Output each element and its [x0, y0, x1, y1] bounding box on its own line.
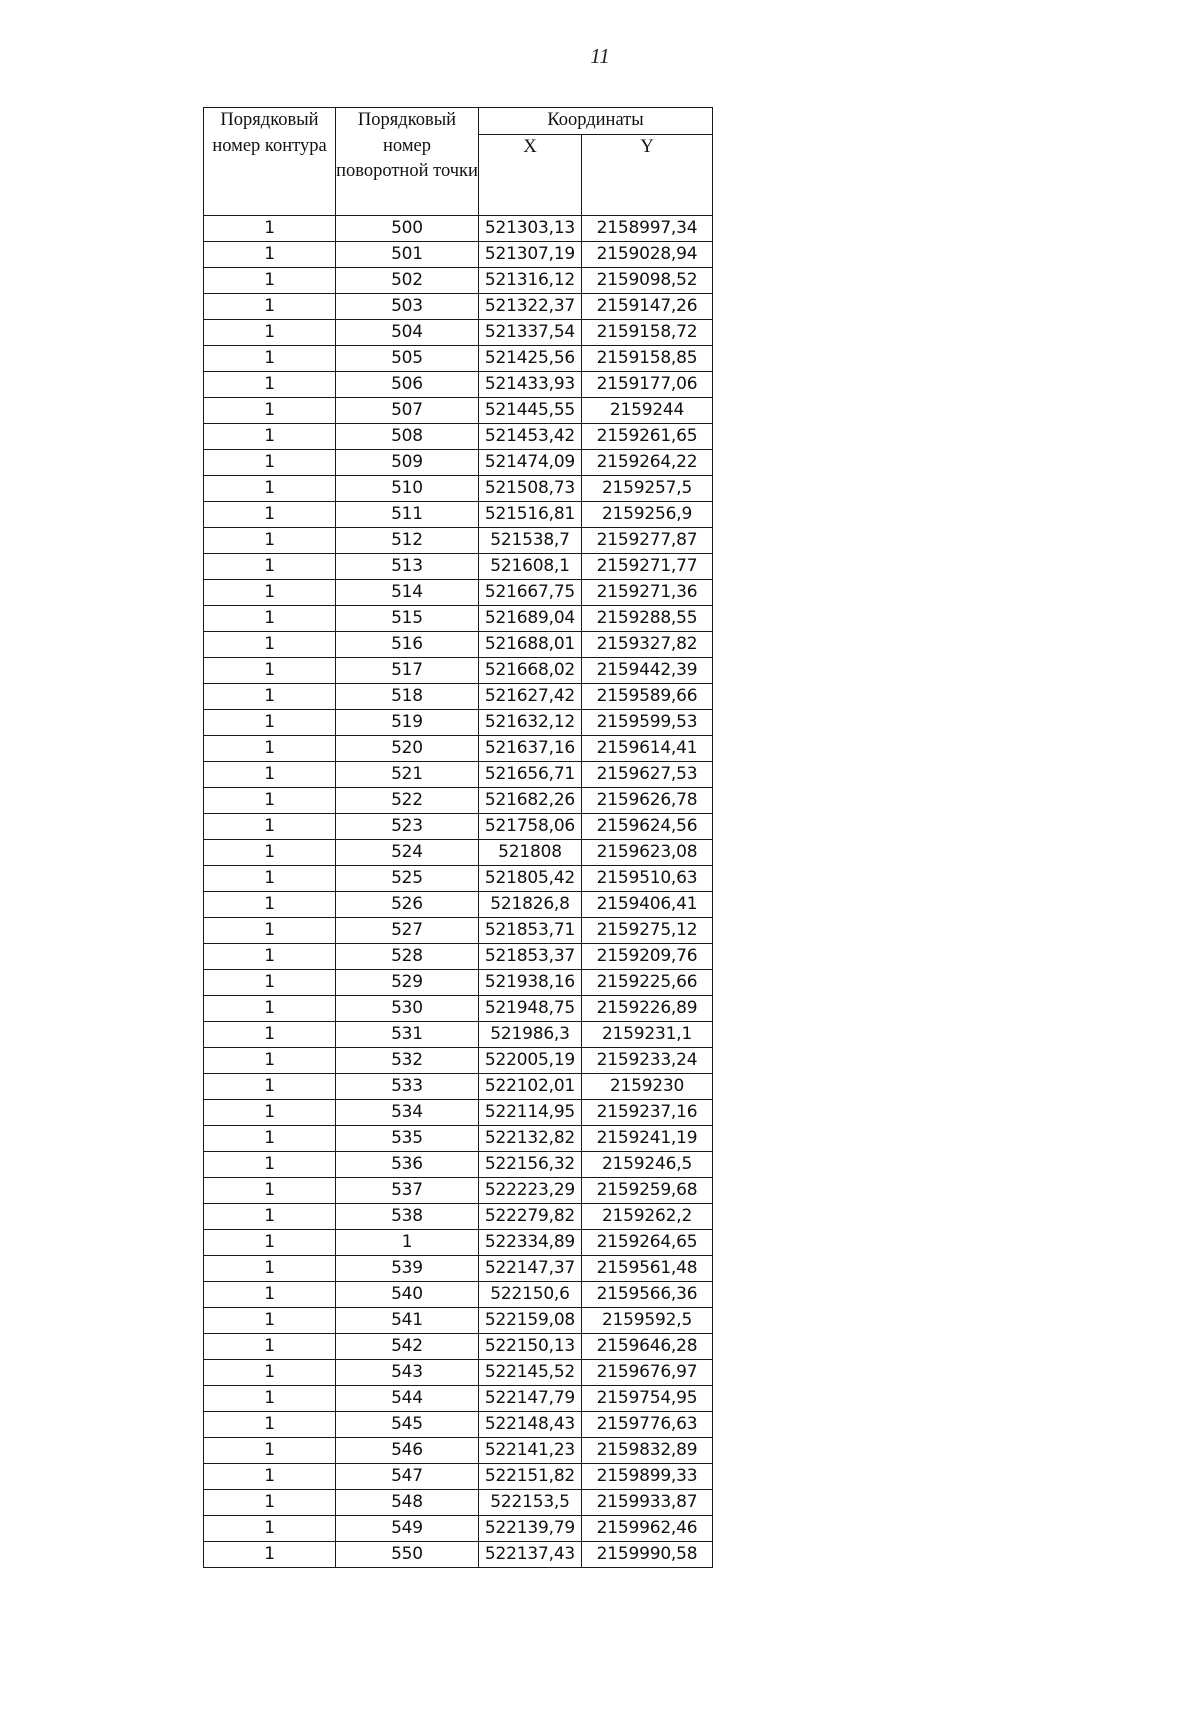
cell-point-number: 512	[336, 527, 479, 553]
cell-y: 2159832,89	[582, 1437, 713, 1463]
cell-contour-number: 1	[204, 865, 336, 891]
cell-point-number: 505	[336, 345, 479, 371]
table-row	[204, 1151, 713, 1177]
table-row	[204, 319, 713, 345]
cell-x: 521805,42	[479, 865, 582, 891]
cell-y: 2159230	[582, 1073, 713, 1099]
cell-contour-number: 1	[204, 1125, 336, 1151]
cell-y: 2159561,48	[582, 1255, 713, 1281]
cell-y: 2158997,34	[582, 215, 713, 241]
cell-contour-number: 1	[204, 397, 336, 423]
cell-x: 522005,19	[479, 1047, 582, 1073]
cell-point-number: 514	[336, 579, 479, 605]
cell-point-number: 517	[336, 657, 479, 683]
cell-x: 522137,43	[479, 1541, 582, 1567]
cell-x: 521853,37	[479, 943, 582, 969]
header-point-number: Порядковый номер поворотной точки	[336, 108, 479, 216]
cell-contour-number: 1	[204, 1021, 336, 1047]
table-row	[204, 709, 713, 735]
cell-x: 522145,52	[479, 1359, 582, 1385]
cell-point-number: 534	[336, 1099, 479, 1125]
header-x: X	[479, 134, 582, 215]
cell-x: 522148,43	[479, 1411, 582, 1437]
cell-x: 522151,82	[479, 1463, 582, 1489]
table-row	[204, 553, 713, 579]
cell-contour-number: 1	[204, 371, 336, 397]
cell-y: 2159646,28	[582, 1333, 713, 1359]
cell-contour-number: 1	[204, 423, 336, 449]
table-row	[204, 475, 713, 501]
table-row	[204, 345, 713, 371]
header-coordinates: Координаты	[479, 108, 713, 135]
cell-contour-number: 1	[204, 1359, 336, 1385]
cell-x: 522147,37	[479, 1255, 582, 1281]
cell-point-number: 518	[336, 683, 479, 709]
cell-contour-number: 1	[204, 1151, 336, 1177]
table-row	[204, 683, 713, 709]
cell-y: 2159237,16	[582, 1099, 713, 1125]
cell-x: 521758,06	[479, 813, 582, 839]
cell-point-number: 531	[336, 1021, 479, 1047]
cell-x: 521322,37	[479, 293, 582, 319]
cell-x: 521688,01	[479, 631, 582, 657]
cell-contour-number: 1	[204, 787, 336, 813]
cell-x: 521667,75	[479, 579, 582, 605]
cell-point-number: 529	[336, 969, 479, 995]
cell-point-number: 537	[336, 1177, 479, 1203]
cell-x: 521445,55	[479, 397, 582, 423]
cell-contour-number: 1	[204, 553, 336, 579]
cell-x: 522334,89	[479, 1229, 582, 1255]
cell-contour-number: 1	[204, 1281, 336, 1307]
table-row	[204, 631, 713, 657]
cell-y: 2159776,63	[582, 1411, 713, 1437]
cell-y: 2159177,06	[582, 371, 713, 397]
cell-y: 2159028,94	[582, 241, 713, 267]
cell-contour-number: 1	[204, 839, 336, 865]
table-row	[204, 215, 713, 241]
cell-contour-number: 1	[204, 293, 336, 319]
cell-y: 2159147,26	[582, 293, 713, 319]
cell-y: 2159244	[582, 397, 713, 423]
cell-x: 522156,32	[479, 1151, 582, 1177]
cell-point-number: 533	[336, 1073, 479, 1099]
cell-x: 521808	[479, 839, 582, 865]
cell-x: 521337,54	[479, 319, 582, 345]
cell-point-number: 523	[336, 813, 479, 839]
coordinates-table-body	[204, 215, 713, 1567]
table-row	[204, 995, 713, 1021]
cell-point-number: 500	[336, 215, 479, 241]
cell-y: 2159231,1	[582, 1021, 713, 1047]
cell-point-number: 549	[336, 1515, 479, 1541]
cell-x: 521608,1	[479, 553, 582, 579]
cell-contour-number: 1	[204, 683, 336, 709]
cell-x: 521307,19	[479, 241, 582, 267]
cell-point-number: 538	[336, 1203, 479, 1229]
cell-point-number: 530	[336, 995, 479, 1021]
cell-y: 2159225,66	[582, 969, 713, 995]
cell-contour-number: 1	[204, 1541, 336, 1567]
cell-point-number: 528	[336, 943, 479, 969]
cell-x: 522150,13	[479, 1333, 582, 1359]
cell-y: 2159241,19	[582, 1125, 713, 1151]
cell-y: 2159406,41	[582, 891, 713, 917]
cell-x: 521425,56	[479, 345, 582, 371]
cell-x: 521689,04	[479, 605, 582, 631]
table-row	[204, 527, 713, 553]
cell-x: 521668,02	[479, 657, 582, 683]
cell-point-number: 526	[336, 891, 479, 917]
cell-contour-number: 1	[204, 995, 336, 1021]
cell-point-number: 543	[336, 1359, 479, 1385]
cell-x: 521508,73	[479, 475, 582, 501]
cell-x: 521637,16	[479, 735, 582, 761]
cell-x: 521986,3	[479, 1021, 582, 1047]
table-row	[204, 1229, 713, 1255]
cell-y: 2159624,56	[582, 813, 713, 839]
cell-point-number: 503	[336, 293, 479, 319]
cell-point-number: 521	[336, 761, 479, 787]
cell-y: 2159510,63	[582, 865, 713, 891]
cell-contour-number: 1	[204, 1203, 336, 1229]
cell-x: 522102,01	[479, 1073, 582, 1099]
cell-point-number: 1	[336, 1229, 479, 1255]
cell-contour-number: 1	[204, 1385, 336, 1411]
cell-contour-number: 1	[204, 501, 336, 527]
cell-point-number: 507	[336, 397, 479, 423]
cell-y: 2159990,58	[582, 1541, 713, 1567]
cell-contour-number: 1	[204, 709, 336, 735]
cell-contour-number: 1	[204, 1463, 336, 1489]
table-row	[204, 293, 713, 319]
cell-y: 2159599,53	[582, 709, 713, 735]
cell-x: 521316,12	[479, 267, 582, 293]
cell-x: 522114,95	[479, 1099, 582, 1125]
cell-x: 521538,7	[479, 527, 582, 553]
table-row	[204, 1515, 713, 1541]
table-row	[204, 917, 713, 943]
cell-y: 2159623,08	[582, 839, 713, 865]
table-row	[204, 1203, 713, 1229]
cell-contour-number: 1	[204, 605, 336, 631]
cell-x: 522150,6	[479, 1281, 582, 1307]
cell-contour-number: 1	[204, 631, 336, 657]
cell-y: 2159259,68	[582, 1177, 713, 1203]
cell-point-number: 536	[336, 1151, 479, 1177]
table-row	[204, 449, 713, 475]
cell-y: 2159566,36	[582, 1281, 713, 1307]
cell-y: 2159271,77	[582, 553, 713, 579]
cell-y: 2159256,9	[582, 501, 713, 527]
cell-point-number: 540	[336, 1281, 479, 1307]
table-row	[204, 1333, 713, 1359]
cell-x: 521516,81	[479, 501, 582, 527]
cell-point-number: 504	[336, 319, 479, 345]
cell-contour-number: 1	[204, 813, 336, 839]
table-row	[204, 839, 713, 865]
cell-y: 2159098,52	[582, 267, 713, 293]
cell-point-number: 546	[336, 1437, 479, 1463]
cell-point-number: 516	[336, 631, 479, 657]
cell-x: 521627,42	[479, 683, 582, 709]
cell-x: 521474,09	[479, 449, 582, 475]
cell-point-number: 510	[336, 475, 479, 501]
cell-x: 521303,13	[479, 215, 582, 241]
cell-contour-number: 1	[204, 969, 336, 995]
cell-y: 2159589,66	[582, 683, 713, 709]
table-row	[204, 1177, 713, 1203]
cell-x: 521682,26	[479, 787, 582, 813]
cell-contour-number: 1	[204, 917, 336, 943]
table-row	[204, 1411, 713, 1437]
cell-x: 522153,5	[479, 1489, 582, 1515]
cell-contour-number: 1	[204, 267, 336, 293]
cell-contour-number: 1	[204, 1515, 336, 1541]
cell-y: 2159442,39	[582, 657, 713, 683]
cell-y: 2159262,2	[582, 1203, 713, 1229]
cell-x: 522139,79	[479, 1515, 582, 1541]
cell-point-number: 522	[336, 787, 479, 813]
cell-contour-number: 1	[204, 345, 336, 371]
cell-x: 521453,42	[479, 423, 582, 449]
cell-point-number: 515	[336, 605, 479, 631]
cell-contour-number: 1	[204, 1047, 336, 1073]
cell-contour-number: 1	[204, 449, 336, 475]
table-row	[204, 761, 713, 787]
cell-x: 521853,71	[479, 917, 582, 943]
table-row	[204, 1489, 713, 1515]
cell-contour-number: 1	[204, 1177, 336, 1203]
cell-point-number: 535	[336, 1125, 479, 1151]
cell-contour-number: 1	[204, 1229, 336, 1255]
cell-point-number: 545	[336, 1411, 479, 1437]
cell-y: 2159233,24	[582, 1047, 713, 1073]
cell-contour-number: 1	[204, 1333, 336, 1359]
cell-point-number: 520	[336, 735, 479, 761]
cell-y: 2159246,5	[582, 1151, 713, 1177]
cell-x: 521433,93	[479, 371, 582, 397]
cell-contour-number: 1	[204, 761, 336, 787]
cell-contour-number: 1	[204, 1307, 336, 1333]
cell-x: 521826,8	[479, 891, 582, 917]
coordinates-table	[203, 107, 713, 1568]
table-row	[204, 735, 713, 761]
cell-y: 2159275,12	[582, 917, 713, 943]
cell-y: 2159264,22	[582, 449, 713, 475]
cell-y: 2159158,72	[582, 319, 713, 345]
cell-x: 522279,82	[479, 1203, 582, 1229]
table-row	[204, 371, 713, 397]
cell-x: 522147,79	[479, 1385, 582, 1411]
page-number: 11	[590, 44, 610, 68]
cell-y: 2159327,82	[582, 631, 713, 657]
table-row	[204, 1385, 713, 1411]
table-row	[204, 1359, 713, 1385]
cell-y: 2159899,33	[582, 1463, 713, 1489]
table-row	[204, 605, 713, 631]
cell-y: 2159614,41	[582, 735, 713, 761]
table-row	[204, 1073, 713, 1099]
cell-point-number: 547	[336, 1463, 479, 1489]
cell-contour-number: 1	[204, 527, 336, 553]
table-row	[204, 1047, 713, 1073]
table-row	[204, 1541, 713, 1567]
cell-point-number: 502	[336, 267, 479, 293]
coordinates-table-header	[204, 108, 713, 216]
table-row	[204, 397, 713, 423]
table-row	[204, 423, 713, 449]
cell-x: 521948,75	[479, 995, 582, 1021]
cell-point-number: 519	[336, 709, 479, 735]
cell-point-number: 527	[336, 917, 479, 943]
table-row	[204, 657, 713, 683]
cell-contour-number: 1	[204, 1073, 336, 1099]
cell-y: 2159676,97	[582, 1359, 713, 1385]
table-row	[204, 501, 713, 527]
table-row	[204, 1281, 713, 1307]
cell-y: 2159288,55	[582, 605, 713, 631]
cell-y: 2159261,65	[582, 423, 713, 449]
table-row	[204, 1099, 713, 1125]
cell-contour-number: 1	[204, 579, 336, 605]
cell-point-number: 501	[336, 241, 479, 267]
cell-y: 2159592,5	[582, 1307, 713, 1333]
cell-contour-number: 1	[204, 1489, 336, 1515]
cell-point-number: 525	[336, 865, 479, 891]
cell-point-number: 532	[336, 1047, 479, 1073]
table-row	[204, 1307, 713, 1333]
cell-contour-number: 1	[204, 1437, 336, 1463]
cell-contour-number: 1	[204, 657, 336, 683]
cell-y: 2159271,36	[582, 579, 713, 605]
table-row	[204, 865, 713, 891]
cell-point-number: 508	[336, 423, 479, 449]
table-row	[204, 1437, 713, 1463]
cell-x: 521632,12	[479, 709, 582, 735]
cell-contour-number: 1	[204, 215, 336, 241]
cell-point-number: 548	[336, 1489, 479, 1515]
cell-x: 522132,82	[479, 1125, 582, 1151]
cell-y: 2159277,87	[582, 527, 713, 553]
table-row	[204, 267, 713, 293]
cell-point-number: 544	[336, 1385, 479, 1411]
table-row	[204, 891, 713, 917]
cell-y: 2159209,76	[582, 943, 713, 969]
cell-contour-number: 1	[204, 1255, 336, 1281]
cell-point-number: 539	[336, 1255, 479, 1281]
cell-point-number: 511	[336, 501, 479, 527]
cell-y: 2159158,85	[582, 345, 713, 371]
cell-x: 522223,29	[479, 1177, 582, 1203]
cell-x: 522159,08	[479, 1307, 582, 1333]
cell-point-number: 541	[336, 1307, 479, 1333]
cell-y: 2159226,89	[582, 995, 713, 1021]
cell-y: 2159257,5	[582, 475, 713, 501]
cell-contour-number: 1	[204, 475, 336, 501]
cell-y: 2159626,78	[582, 787, 713, 813]
cell-point-number: 550	[336, 1541, 479, 1567]
cell-point-number: 506	[336, 371, 479, 397]
cell-contour-number: 1	[204, 735, 336, 761]
header-contour-number: Порядковый номер контура	[204, 108, 336, 216]
cell-point-number: 509	[336, 449, 479, 475]
table-row	[204, 1125, 713, 1151]
table-row	[204, 1463, 713, 1489]
cell-contour-number: 1	[204, 319, 336, 345]
cell-y: 2159264,65	[582, 1229, 713, 1255]
cell-y: 2159627,53	[582, 761, 713, 787]
table-row	[204, 241, 713, 267]
table-row	[204, 579, 713, 605]
table-row	[204, 787, 713, 813]
cell-contour-number: 1	[204, 1099, 336, 1125]
table-row	[204, 813, 713, 839]
table-row	[204, 1255, 713, 1281]
header-y: Y	[582, 134, 713, 215]
cell-x: 521938,16	[479, 969, 582, 995]
cell-point-number: 524	[336, 839, 479, 865]
cell-y: 2159962,46	[582, 1515, 713, 1541]
cell-x: 521656,71	[479, 761, 582, 787]
cell-contour-number: 1	[204, 1411, 336, 1437]
cell-x: 522141,23	[479, 1437, 582, 1463]
cell-y: 2159754,95	[582, 1385, 713, 1411]
cell-y: 2159933,87	[582, 1489, 713, 1515]
cell-point-number: 542	[336, 1333, 479, 1359]
table-row	[204, 943, 713, 969]
cell-point-number: 513	[336, 553, 479, 579]
cell-contour-number: 1	[204, 943, 336, 969]
cell-contour-number: 1	[204, 241, 336, 267]
cell-contour-number: 1	[204, 891, 336, 917]
table-row	[204, 1021, 713, 1047]
table-row	[204, 969, 713, 995]
